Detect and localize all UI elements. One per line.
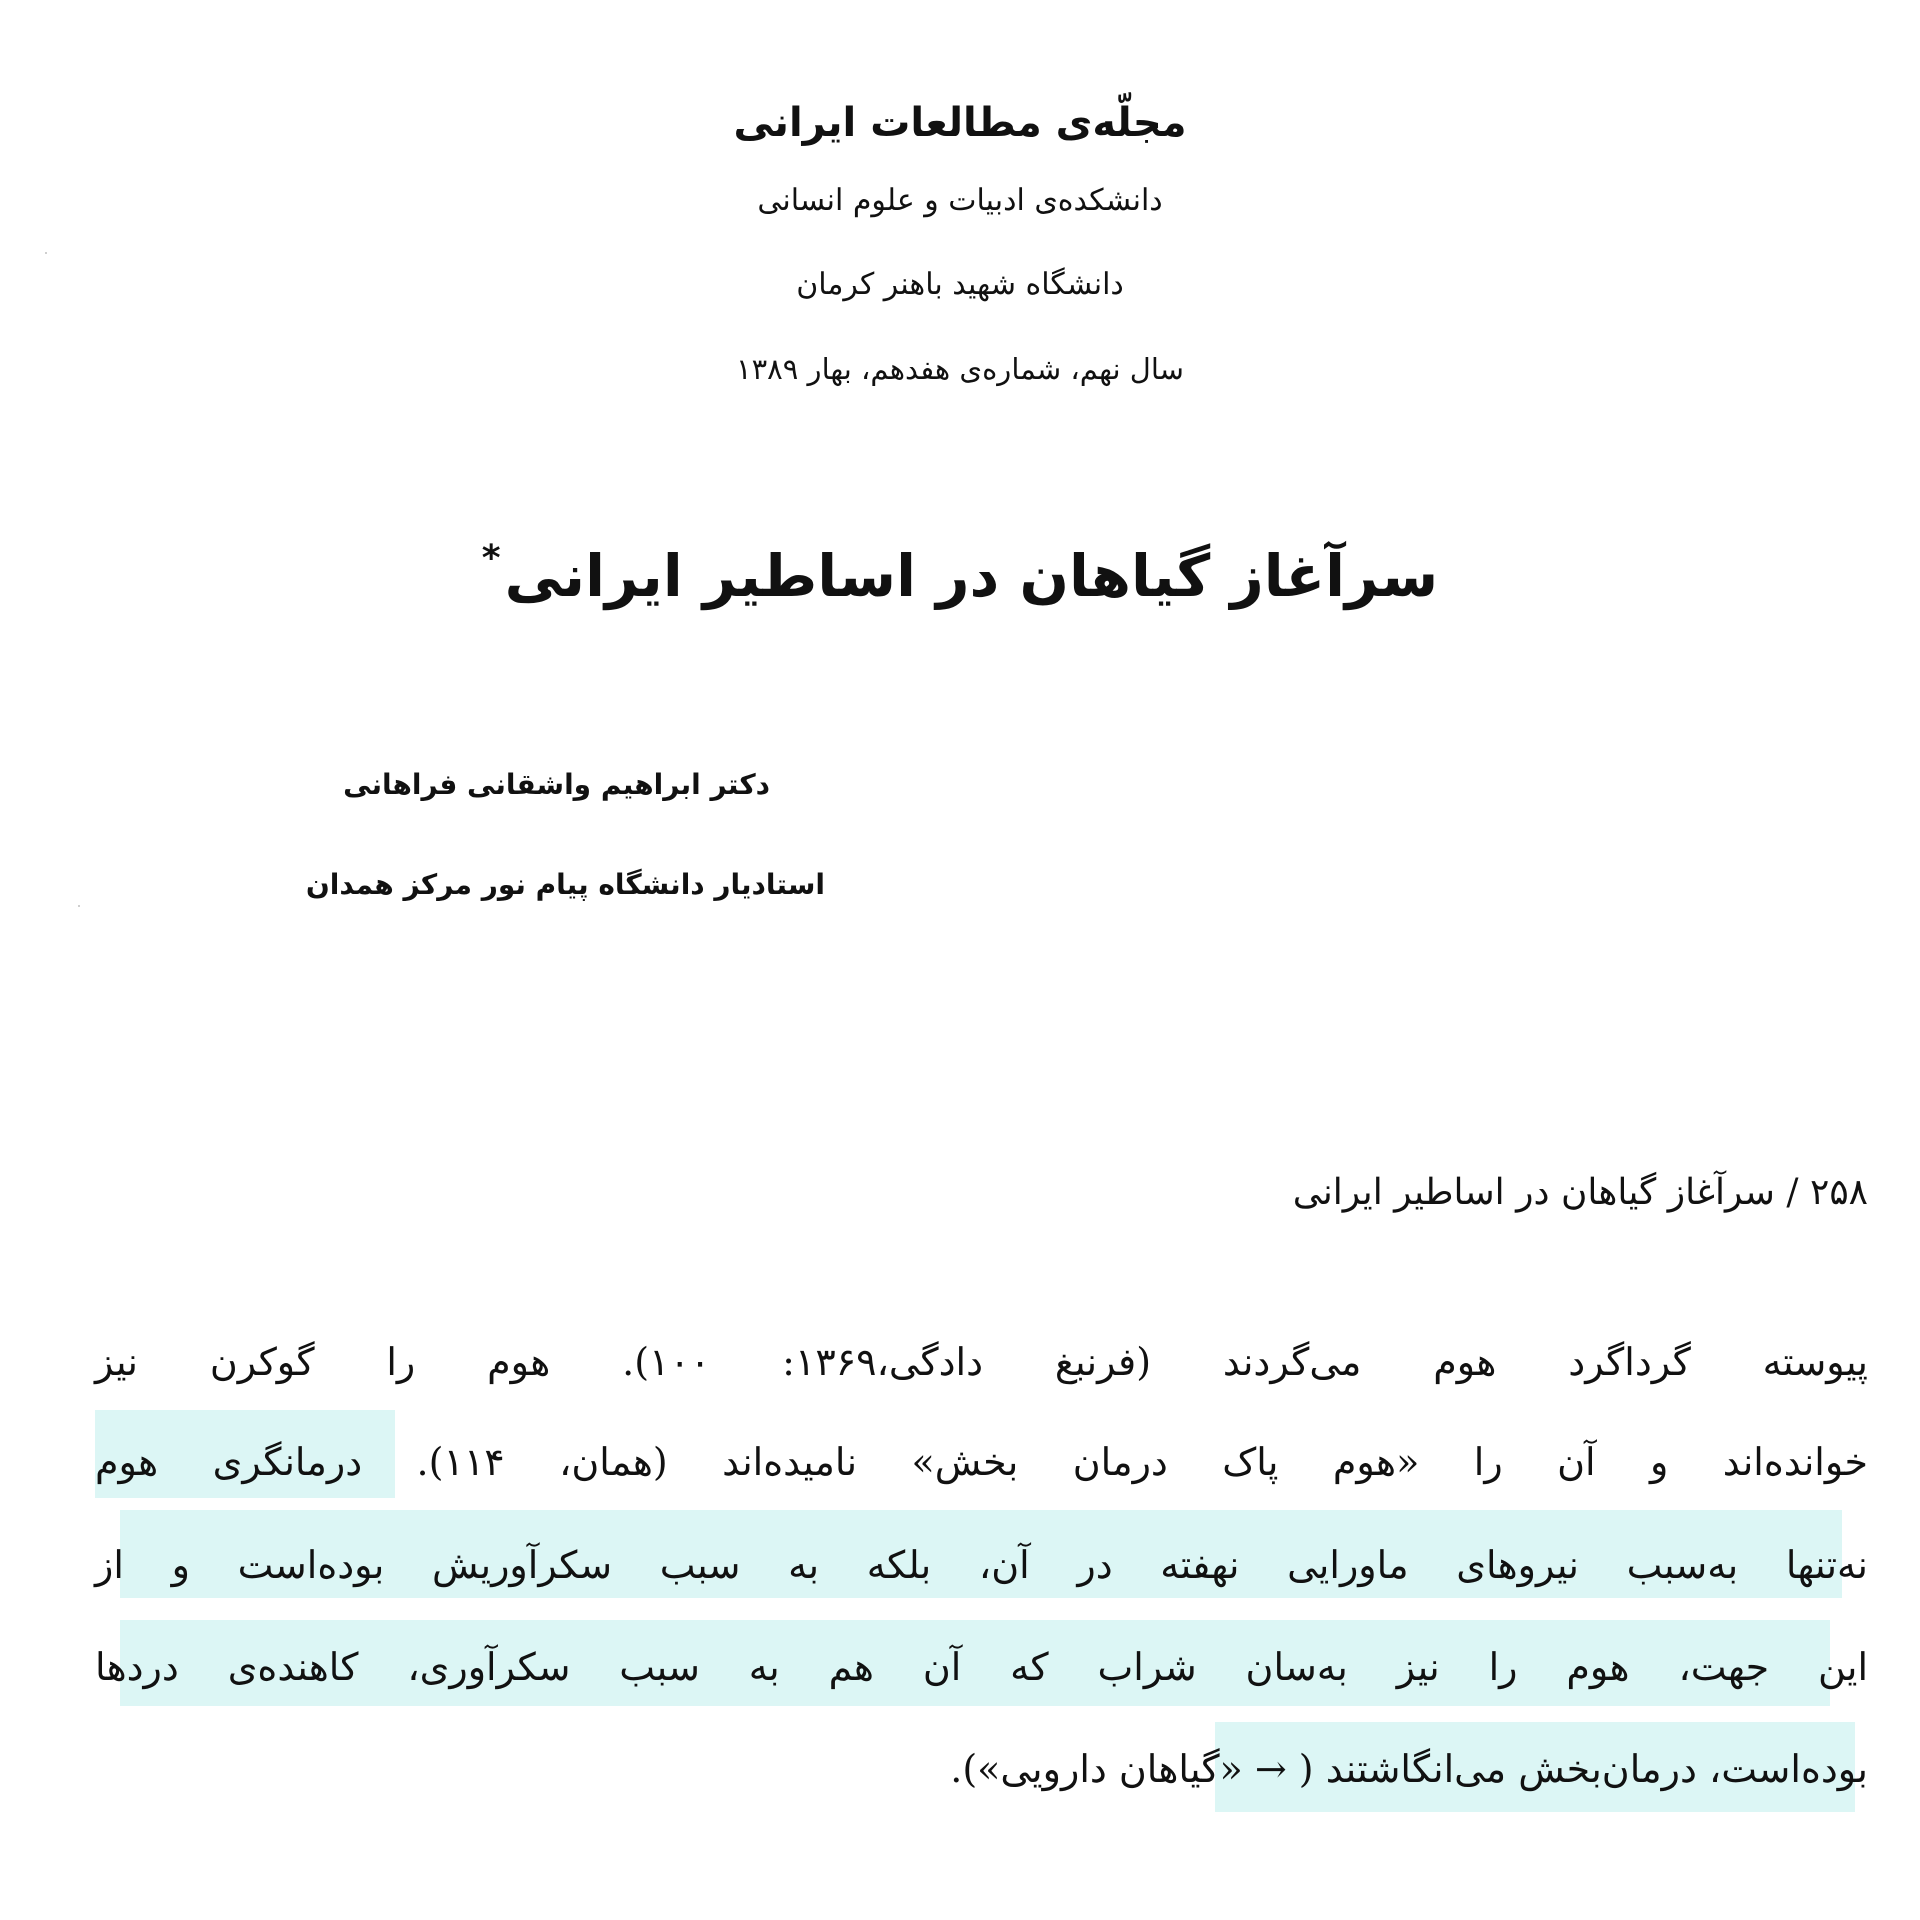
author-affiliation: استادیار دانشگاه پیام نور مرکز همدان [305,868,825,901]
article-title-text: سرآغاز گیاهان در اساطیر ایرانی [504,542,1439,610]
issue-info: سال نهم، شماره‌ی هفدهم، بهار ۱۳۸۹ [736,352,1184,386]
paragraph-line: بوده‌است، درمان‌بخش می‌انگاشتند ( → «گیاهان دارویی»). [950,1747,1868,1791]
paragraph-line: این جهت، هوم را نیز به‌سان شراب که آن هم به سبب سکرآوری، کاهنده‌ی دردها [95,1645,1868,1689]
scan-speck [45,252,47,254]
faculty-name: دانشکده‌ی ادبیات و علوم انسانی [757,183,1163,218]
paragraph-line: خوانده‌اند و آن را «هوم پاک درمان بخش» نامیده‌اند (همان، ۱۱۴). درمانگری هوم [95,1440,1868,1484]
article-title [0,538,1920,610]
running-header: ۲۵۸ / سرآغاز گیاهان در اساطیر ایرانی [1292,1172,1868,1213]
title-footnote-mark: * [481,538,501,579]
journal-title: مجلّه‌ی مطالعات ایرانی [733,100,1187,146]
paragraph-line: نه‌تنها به‌سبب نیروهای ماورایی نهفته در آن، بلکه به سبب سکرآوریش بوده‌است و از [95,1543,1868,1587]
author-name: دکتر ابراهیم واشقانی فراهانی [343,768,770,801]
paragraph-line: پیوسته گرداگرد هوم می‌گردند (فرنبغ دادگی،۱۳۶۹: ۱۰۰). هوم را گوکرن نیز [95,1340,1868,1384]
scan-speck [78,905,80,907]
university-name: دانشگاه شهید باهنر کرمان [796,267,1124,302]
